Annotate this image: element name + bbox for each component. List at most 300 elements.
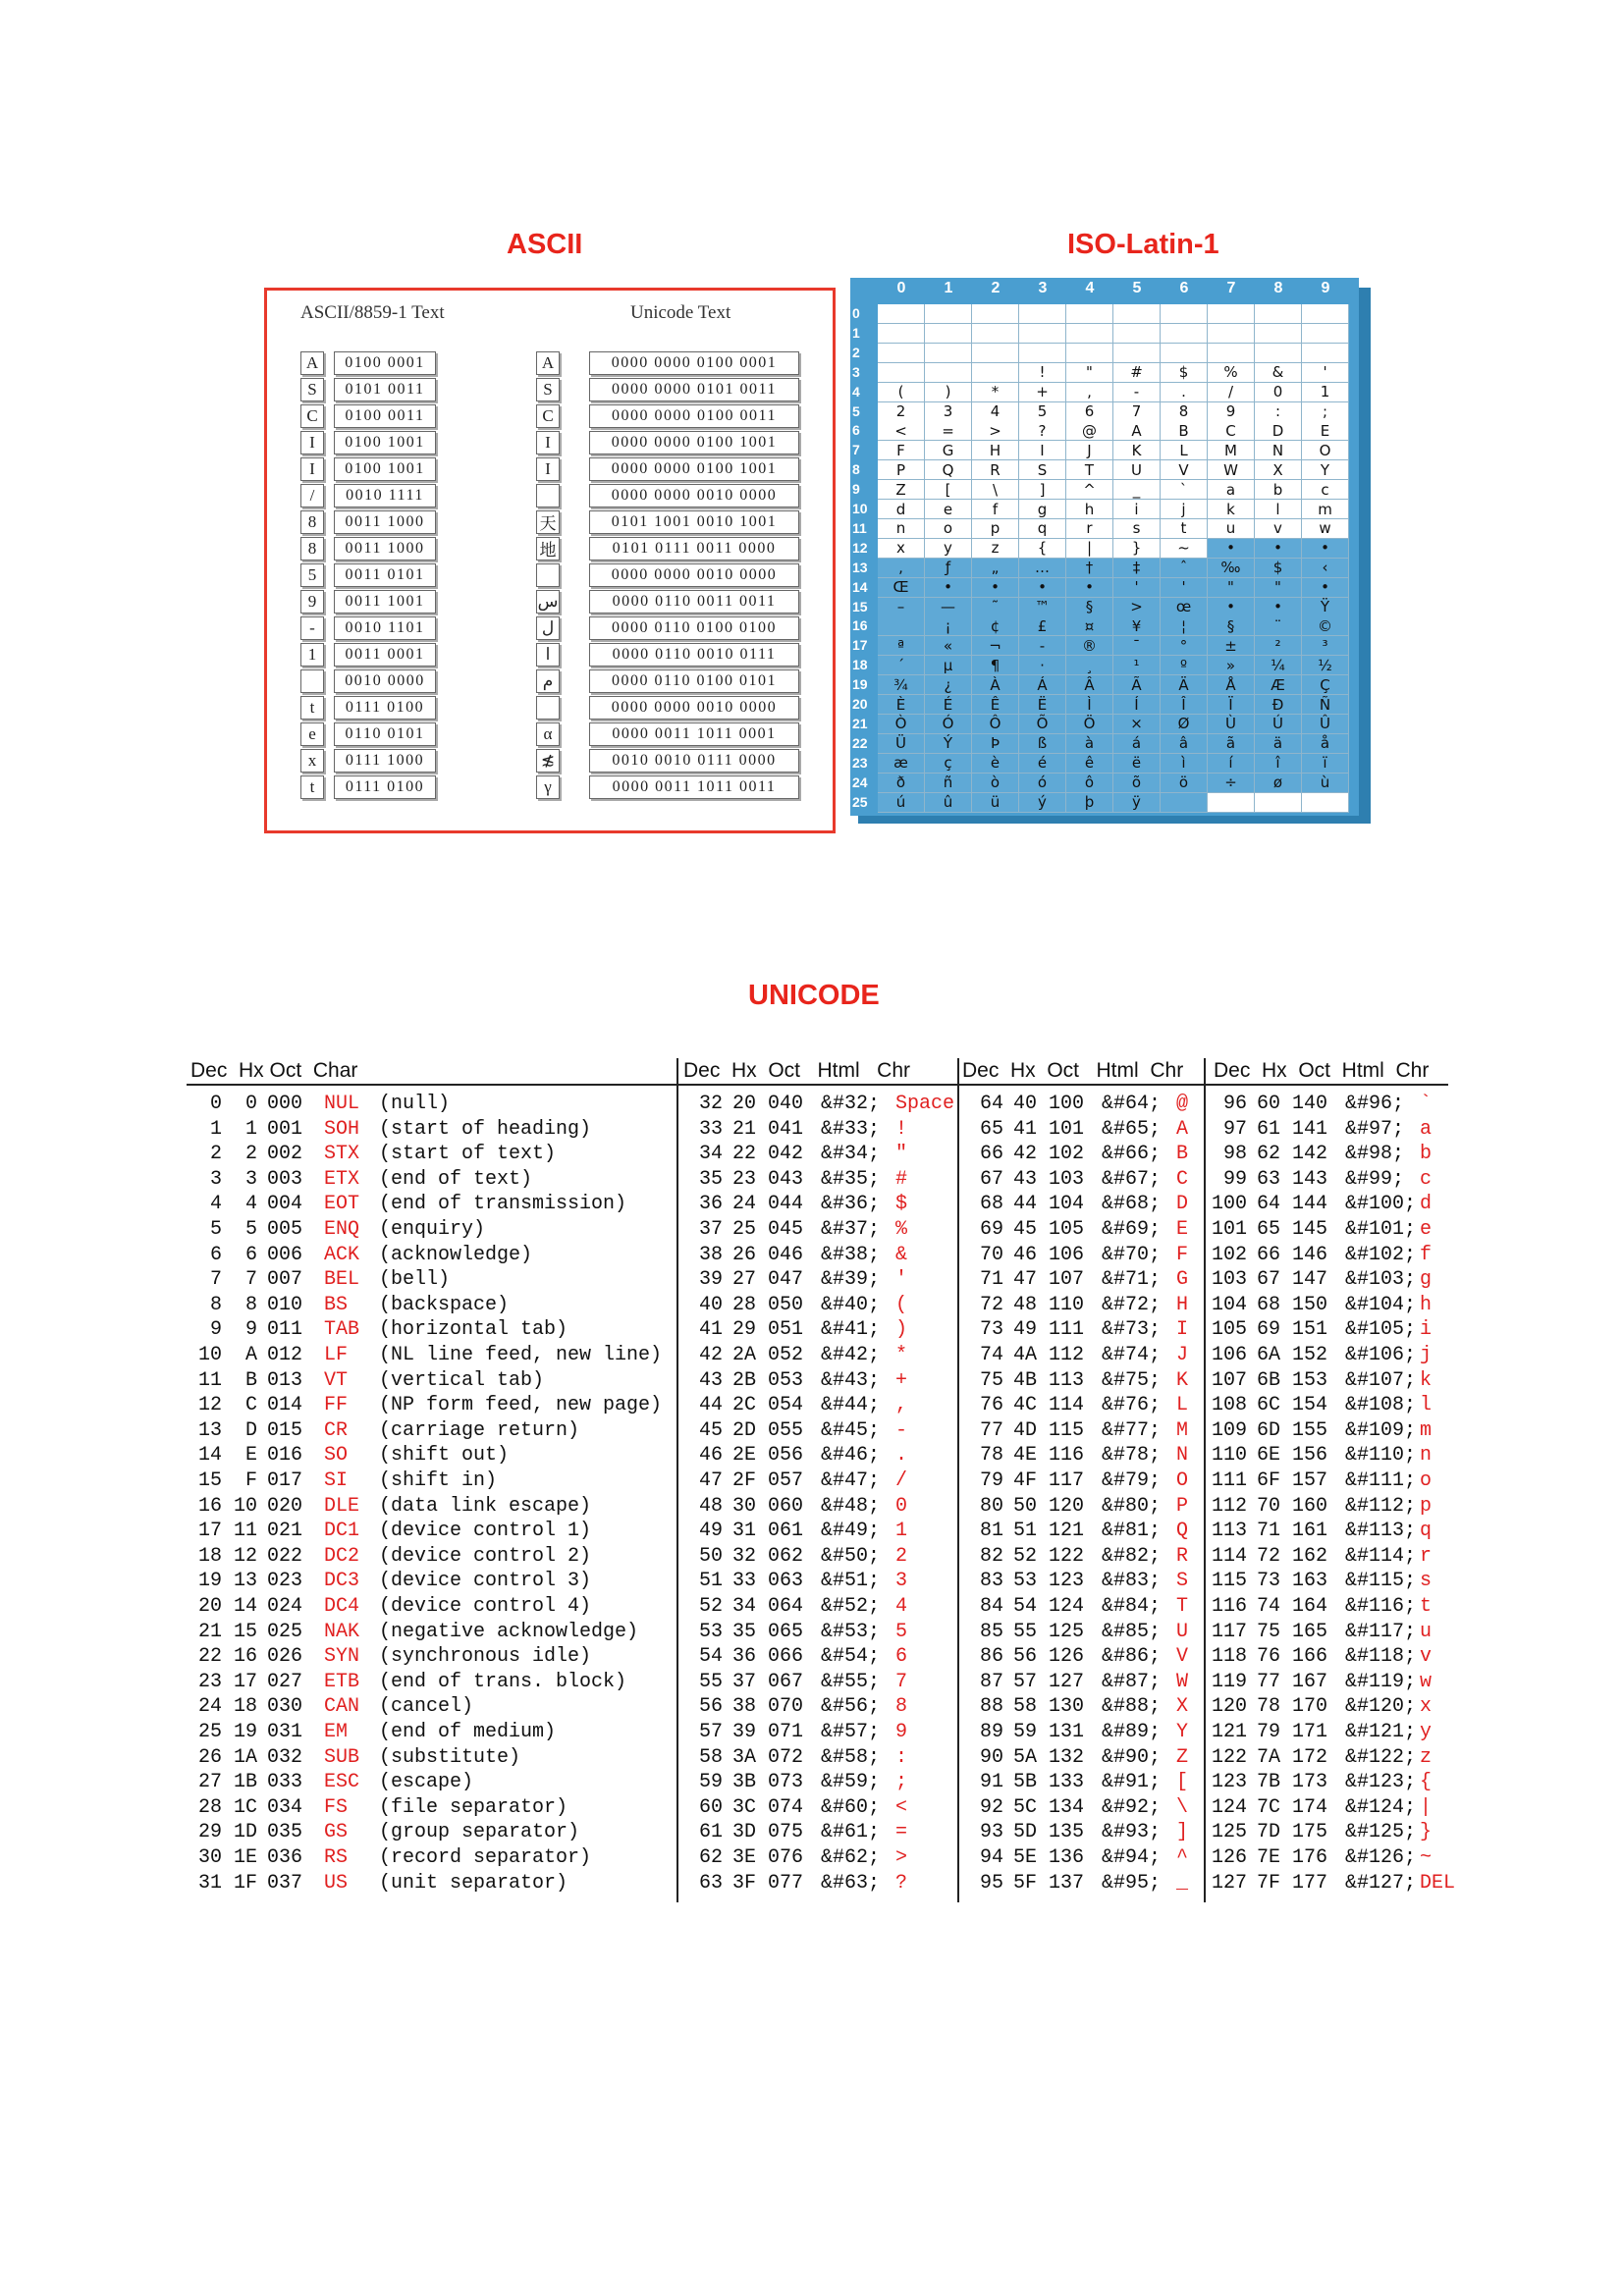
iso-cell: [1302, 304, 1349, 324]
iso-cell: ©: [1302, 616, 1349, 636]
table-row: [1212, 1218, 1506, 1243]
hex-value: 47: [1013, 1268, 1038, 1292]
dec-value: 24: [198, 1695, 223, 1719]
unicode-row: [536, 455, 799, 482]
hex-value: 59: [1013, 1721, 1038, 1743]
html-entity: &#99;: [1345, 1167, 1405, 1191]
oct-value: 066: [768, 1645, 804, 1669]
oct-value: 074: [768, 1795, 804, 1819]
iso-row-header: 9: [852, 481, 860, 498]
iso-cell: õ: [1113, 774, 1161, 793]
iso-cell: Œ: [878, 578, 925, 598]
iso-cell: Ù: [1208, 715, 1255, 734]
html-entity: &#63;: [821, 1871, 881, 1895]
iso-cell: û: [925, 793, 972, 813]
oct-value: 001: [267, 1117, 303, 1141]
ascii-row: [300, 482, 436, 508]
hex-value: 78: [1257, 1695, 1281, 1719]
iso-cell: Ÿ: [1302, 598, 1349, 617]
iso-cell: §: [1066, 598, 1113, 617]
char-box: A: [536, 351, 560, 375]
dec-value: 21: [198, 1620, 223, 1643]
dec-value: 122: [1212, 1745, 1248, 1769]
char-value: k: [1420, 1368, 1433, 1392]
table-row: [1212, 1344, 1506, 1368]
dec-value: 49: [699, 1520, 724, 1543]
char-box: t: [300, 696, 324, 720]
char-value: 3: [895, 1570, 908, 1593]
table-row: [187, 1595, 677, 1620]
iso-cell: ¥: [1113, 616, 1161, 636]
dec-value: 115: [1212, 1570, 1248, 1593]
table-row: [687, 1369, 982, 1394]
dec-value: 126: [1212, 1846, 1248, 1869]
control-desc: (acknowledge): [379, 1243, 533, 1266]
control-abbr: NAK: [324, 1620, 360, 1643]
table-row: [687, 1621, 982, 1645]
header-group-1: Dec Hx Oct Char: [190, 1059, 358, 1082]
hex-value: 75: [1257, 1620, 1281, 1643]
iso-cell: d: [878, 500, 925, 519]
iso-cell: J: [1066, 441, 1113, 460]
ascii-row: [300, 508, 436, 535]
table-row: [187, 1671, 677, 1695]
char-value: 5: [895, 1620, 908, 1643]
char-box: γ: [536, 775, 560, 799]
bit-box: 0000 0000 0010 0000: [589, 696, 799, 720]
iso-cell: Y: [1302, 460, 1349, 480]
iso-cell: ¶: [972, 656, 1019, 675]
oct-value: 044: [768, 1193, 804, 1216]
iso-cell: .: [1161, 383, 1208, 402]
control-abbr: SOH: [324, 1117, 360, 1141]
table-row: [687, 1645, 982, 1670]
hex-value: 6F: [1257, 1469, 1281, 1492]
html-entity: &#37;: [821, 1218, 881, 1241]
iso-cell: 7: [1113, 402, 1161, 422]
iso-cell: !: [1019, 363, 1066, 383]
iso-cell: }: [1113, 539, 1161, 559]
iso-cell: ¾: [878, 675, 925, 695]
dec-value: 81: [980, 1520, 1004, 1543]
ascii-unicode-panel: [264, 288, 836, 833]
dec-value: 38: [699, 1243, 724, 1266]
ascii-row: [300, 614, 436, 641]
char-box: 1: [300, 643, 324, 667]
hex-value: 4D: [1013, 1418, 1038, 1442]
oct-value: 107: [1049, 1268, 1085, 1292]
html-entity: &#117;: [1345, 1620, 1417, 1643]
oct-value: 060: [768, 1494, 804, 1518]
html-entity: &#33;: [821, 1117, 881, 1141]
hex-value: 36: [732, 1645, 757, 1669]
char-value: F: [1176, 1243, 1189, 1266]
control-desc: (synchronous idle): [379, 1645, 592, 1669]
char-box: 地: [536, 537, 560, 561]
html-entity: &#50;: [821, 1544, 881, 1568]
html-entity: &#102;: [1345, 1243, 1417, 1266]
oct-value: 153: [1292, 1368, 1328, 1392]
html-entity: &#126;: [1345, 1846, 1417, 1869]
ascii-row: [300, 721, 436, 747]
iso-cell: Ñ: [1302, 695, 1349, 715]
table-row: [687, 1721, 982, 1745]
hex-value: 40: [1013, 1093, 1038, 1115]
oct-value: 010: [267, 1293, 303, 1316]
char-value: c: [1420, 1167, 1433, 1191]
control-desc: (shift in): [379, 1469, 498, 1492]
dec-value: 75: [980, 1368, 1004, 1392]
iso-cell: U: [1113, 460, 1161, 480]
iso-cell: A: [1113, 421, 1161, 441]
control-abbr: DC2: [324, 1544, 360, 1568]
dec-value: 6: [210, 1243, 223, 1266]
iso-cell: V: [1161, 460, 1208, 480]
char-value: b: [1420, 1143, 1433, 1166]
control-abbr: BS: [324, 1293, 349, 1316]
iso-cell: l: [1255, 500, 1302, 519]
dec-value: 9: [210, 1318, 223, 1342]
dec-value: 29: [198, 1821, 223, 1844]
dec-value: 107: [1212, 1368, 1248, 1392]
control-desc: (device control 1): [379, 1520, 592, 1543]
dec-value: 96: [1223, 1093, 1248, 1115]
iso-cell: j: [1161, 500, 1208, 519]
iso-cell: î: [1255, 754, 1302, 774]
table-row: [1212, 1846, 1506, 1871]
bit-box: 0000 0000 0100 0011: [589, 404, 799, 428]
iso-cell: n: [878, 519, 925, 539]
oct-value: 100: [1049, 1093, 1085, 1115]
oct-value: 106: [1049, 1243, 1085, 1266]
oct-value: 171: [1292, 1721, 1328, 1743]
dec-value: 58: [699, 1745, 724, 1769]
char-value: -: [895, 1418, 908, 1442]
oct-value: 056: [768, 1444, 804, 1468]
dec-value: 85: [980, 1620, 1004, 1643]
bit-box: 0100 1001: [334, 431, 436, 454]
bit-box: 0010 0010 0111 0000: [589, 749, 799, 773]
dec-value: 28: [198, 1795, 223, 1819]
oct-value: 124: [1049, 1595, 1085, 1618]
hex-value: 3: [245, 1167, 258, 1191]
hex-value: 3D: [732, 1821, 757, 1844]
control-abbr: LF: [324, 1344, 349, 1366]
bit-box: 0000 0110 0100 0101: [589, 669, 799, 693]
dec-value: 33: [699, 1117, 724, 1141]
char-value: +: [895, 1368, 908, 1392]
char-box: C: [300, 404, 324, 428]
iso-cell: `: [1161, 480, 1208, 500]
oct-value: 110: [1049, 1293, 1085, 1316]
iso-cell: D: [1255, 421, 1302, 441]
hex-value: 7A: [1257, 1745, 1281, 1769]
dec-value: 62: [699, 1846, 724, 1869]
html-entity: &#74;: [1102, 1344, 1162, 1366]
iso-cell: =: [925, 421, 972, 441]
bit-box: 0011 1001: [334, 590, 436, 614]
iso-cell: Ä: [1161, 675, 1208, 695]
char-value: L: [1176, 1394, 1189, 1417]
unicode-row: [536, 774, 799, 800]
iso-cell: /: [1208, 383, 1255, 402]
iso-cell: e: [925, 500, 972, 519]
iso-cell: ë: [1113, 754, 1161, 774]
bit-box: 0000 0110 0010 0111: [589, 643, 799, 667]
iso-cell: ä: [1255, 734, 1302, 754]
html-entity: &#93;: [1102, 1821, 1162, 1844]
iso-cell: O: [1302, 441, 1349, 460]
iso-row-header: 24: [852, 774, 868, 790]
control-abbr: DC4: [324, 1595, 360, 1618]
table-row: [1212, 1771, 1506, 1795]
control-desc: (null): [379, 1093, 451, 1115]
dec-value: 121: [1212, 1721, 1248, 1743]
hex-value: 24: [732, 1193, 757, 1216]
oct-value: 071: [768, 1721, 804, 1743]
control-abbr: EOT: [324, 1193, 360, 1216]
control-abbr: CR: [324, 1418, 349, 1442]
iso-cell: ¢: [972, 616, 1019, 636]
dec-value: 56: [699, 1695, 724, 1719]
oct-value: 072: [768, 1745, 804, 1769]
iso-cell: ‰: [1208, 559, 1255, 578]
dec-value: 27: [198, 1771, 223, 1794]
char-value: J: [1176, 1344, 1189, 1366]
html-entity: &#94;: [1102, 1846, 1162, 1869]
oct-value: 033: [267, 1771, 303, 1794]
dec-value: 125: [1212, 1821, 1248, 1844]
oct-value: 160: [1292, 1494, 1328, 1518]
hex-value: 7B: [1257, 1771, 1281, 1794]
iso-cell: ¼: [1255, 656, 1302, 675]
html-entity: &#51;: [821, 1570, 881, 1593]
iso-cell: Ý: [925, 734, 972, 754]
iso-cell: C: [1208, 421, 1255, 441]
iso-row-header: 1: [852, 324, 860, 341]
oct-value: 115: [1049, 1418, 1085, 1442]
iso-cell: «: [925, 636, 972, 656]
hex-value: 34: [732, 1595, 757, 1618]
iso-cell: [1255, 324, 1302, 344]
dec-value: 100: [1212, 1193, 1248, 1216]
dec-value: 114: [1212, 1544, 1248, 1568]
table-row: [187, 1520, 677, 1544]
oct-value: 043: [768, 1167, 804, 1191]
iso-cell: m: [1302, 500, 1349, 519]
iso-cell: [925, 363, 972, 383]
bit-box: 0111 1000: [334, 749, 436, 773]
bit-box: 0010 1111: [334, 484, 436, 507]
bit-box: 0000 0000 0100 1001: [589, 431, 799, 454]
hex-value: 37: [732, 1670, 757, 1693]
oct-value: 063: [768, 1570, 804, 1593]
dec-value: 97: [1223, 1117, 1248, 1141]
dec-value: 67: [980, 1167, 1004, 1191]
html-entity: &#87;: [1102, 1670, 1162, 1693]
html-entity: &#78;: [1102, 1444, 1162, 1468]
iso-cell: ÿ: [1113, 793, 1161, 813]
iso-cell: Ë: [1019, 695, 1066, 715]
table-row: [187, 1193, 677, 1217]
hex-value: 3F: [732, 1871, 757, 1895]
oct-value: 126: [1049, 1645, 1085, 1669]
header-group-4: Dec Hx Oct Html Chr: [1214, 1059, 1430, 1082]
html-entity: &#116;: [1345, 1595, 1417, 1618]
html-entity: &#84;: [1102, 1595, 1162, 1618]
oct-value: 163: [1292, 1570, 1328, 1593]
dec-value: 61: [699, 1821, 724, 1844]
iso-cell: Î: [1161, 695, 1208, 715]
control-desc: (unit separator): [379, 1871, 568, 1895]
ascii-row: [300, 349, 436, 376]
table-row: [687, 1771, 982, 1795]
control-desc: (backspace): [379, 1293, 510, 1316]
control-desc: (data link escape): [379, 1494, 592, 1518]
html-entity: &#60;: [821, 1795, 881, 1819]
char-box: e: [300, 722, 324, 746]
hex-value: 5D: [1013, 1821, 1038, 1844]
oct-value: 011: [267, 1318, 303, 1342]
char-box: ا: [536, 643, 560, 667]
iso-cell: [878, 363, 925, 383]
iso-cell: z: [972, 539, 1019, 559]
hex-value: 30: [732, 1494, 757, 1518]
oct-value: 157: [1292, 1469, 1328, 1492]
iso-cell: [1161, 324, 1208, 344]
html-entity: &#97;: [1345, 1117, 1405, 1141]
iso-cell: ¦: [1161, 616, 1208, 636]
oct-value: 113: [1049, 1368, 1085, 1392]
iso-cell: [1019, 344, 1066, 363]
oct-value: 031: [267, 1721, 303, 1743]
html-entity: &#48;: [821, 1494, 881, 1518]
hex-value: 1A: [234, 1745, 258, 1769]
dec-value: 23: [198, 1670, 223, 1693]
table-row: [187, 1318, 677, 1343]
control-abbr: DC3: [324, 1570, 360, 1593]
oct-value: 145: [1292, 1218, 1328, 1241]
dec-value: 5: [210, 1218, 223, 1241]
oct-value: 104: [1049, 1193, 1085, 1216]
iso-col-header: 2: [991, 280, 1001, 296]
bit-box: 0100 0001: [334, 351, 436, 375]
oct-value: 027: [267, 1670, 303, 1693]
html-entity: &#120;: [1345, 1695, 1417, 1719]
control-desc: (end of medium): [379, 1721, 557, 1743]
dec-value: 14: [198, 1444, 223, 1468]
control-desc: (record separator): [379, 1846, 592, 1869]
iso-row-header: 12: [852, 539, 868, 556]
char-box: I: [536, 457, 560, 481]
html-entity: &#47;: [821, 1469, 881, 1492]
iso-cell: ×: [1113, 715, 1161, 734]
unicode-row: [536, 349, 799, 376]
oct-value: 112: [1049, 1344, 1085, 1366]
hex-value: 15: [234, 1620, 258, 1643]
table-row: [187, 1168, 677, 1193]
dec-value: 1: [210, 1117, 223, 1141]
oct-value: 122: [1049, 1544, 1085, 1568]
dec-value: 104: [1212, 1293, 1248, 1316]
dec-value: 16: [198, 1494, 223, 1518]
table-row: [1212, 1419, 1506, 1444]
html-entity: &#105;: [1345, 1318, 1417, 1342]
hex-value: 55: [1013, 1620, 1038, 1643]
dec-value: 109: [1212, 1418, 1248, 1442]
iso-cell: ~: [1161, 539, 1208, 559]
iso-cell: ‡: [1113, 559, 1161, 578]
iso-cell: [1113, 344, 1161, 363]
iso-cell: ì: [1161, 754, 1208, 774]
hex-value: 6D: [1257, 1418, 1281, 1442]
html-entity: &#46;: [821, 1444, 881, 1468]
table-row: [1212, 1796, 1506, 1821]
html-entity: &#109;: [1345, 1418, 1417, 1442]
iso-cell: T: [1066, 460, 1113, 480]
iso-cell: o: [925, 519, 972, 539]
unicode-row: [536, 588, 799, 614]
dec-value: 26: [198, 1745, 223, 1769]
iso-row-header: 19: [852, 676, 868, 693]
dec-value: 45: [699, 1418, 724, 1442]
ascii-text-caption: ASCII/8859-1 Text: [300, 302, 445, 323]
iso-cell: [1302, 793, 1349, 813]
oct-value: 016: [267, 1444, 303, 1468]
hex-value: 33: [732, 1570, 757, 1593]
dec-value: 89: [980, 1721, 1004, 1743]
unicode-row: [536, 535, 799, 561]
ascii-heading: ASCII: [507, 229, 583, 260]
char-value: A: [1176, 1117, 1189, 1141]
table-row: [687, 1469, 982, 1494]
dec-value: 31: [198, 1871, 223, 1895]
html-entity: &#62;: [821, 1846, 881, 1869]
iso-row-header: 2: [852, 344, 860, 360]
hex-value: 54: [1013, 1595, 1038, 1618]
dec-value: 10: [198, 1344, 223, 1366]
oct-value: 026: [267, 1645, 303, 1669]
table-row: [1212, 1545, 1506, 1570]
dec-value: 44: [699, 1394, 724, 1417]
dec-value: 65: [980, 1117, 1004, 1141]
table-row: [187, 1621, 677, 1645]
dec-value: 36: [699, 1193, 724, 1216]
iso-col-header: 7: [1226, 280, 1236, 296]
iso-cell: Ö: [1066, 715, 1113, 734]
iso-cell: É: [925, 695, 972, 715]
html-entity: &#61;: [821, 1821, 881, 1844]
html-entity: &#73;: [1102, 1318, 1162, 1342]
oct-value: 075: [768, 1821, 804, 1844]
bit-box: 0000 0110 0100 0100: [589, 616, 799, 640]
oct-value: 166: [1292, 1645, 1328, 1669]
iso-cell: ": [1255, 578, 1302, 598]
oct-value: 155: [1292, 1418, 1328, 1442]
unicode-row: [536, 376, 799, 402]
char-box: م: [536, 669, 560, 693]
iso-cell: ÷: [1208, 774, 1255, 793]
oct-value: 101: [1049, 1117, 1085, 1141]
iso-cell: Å: [1208, 675, 1255, 695]
table-row: [187, 1344, 677, 1368]
hex-value: 1B: [234, 1771, 258, 1794]
dec-value: 34: [699, 1143, 724, 1166]
char-value: q: [1420, 1520, 1433, 1543]
oct-value: 154: [1292, 1394, 1328, 1417]
dec-value: 77: [980, 1418, 1004, 1442]
table-row: [1212, 1671, 1506, 1695]
